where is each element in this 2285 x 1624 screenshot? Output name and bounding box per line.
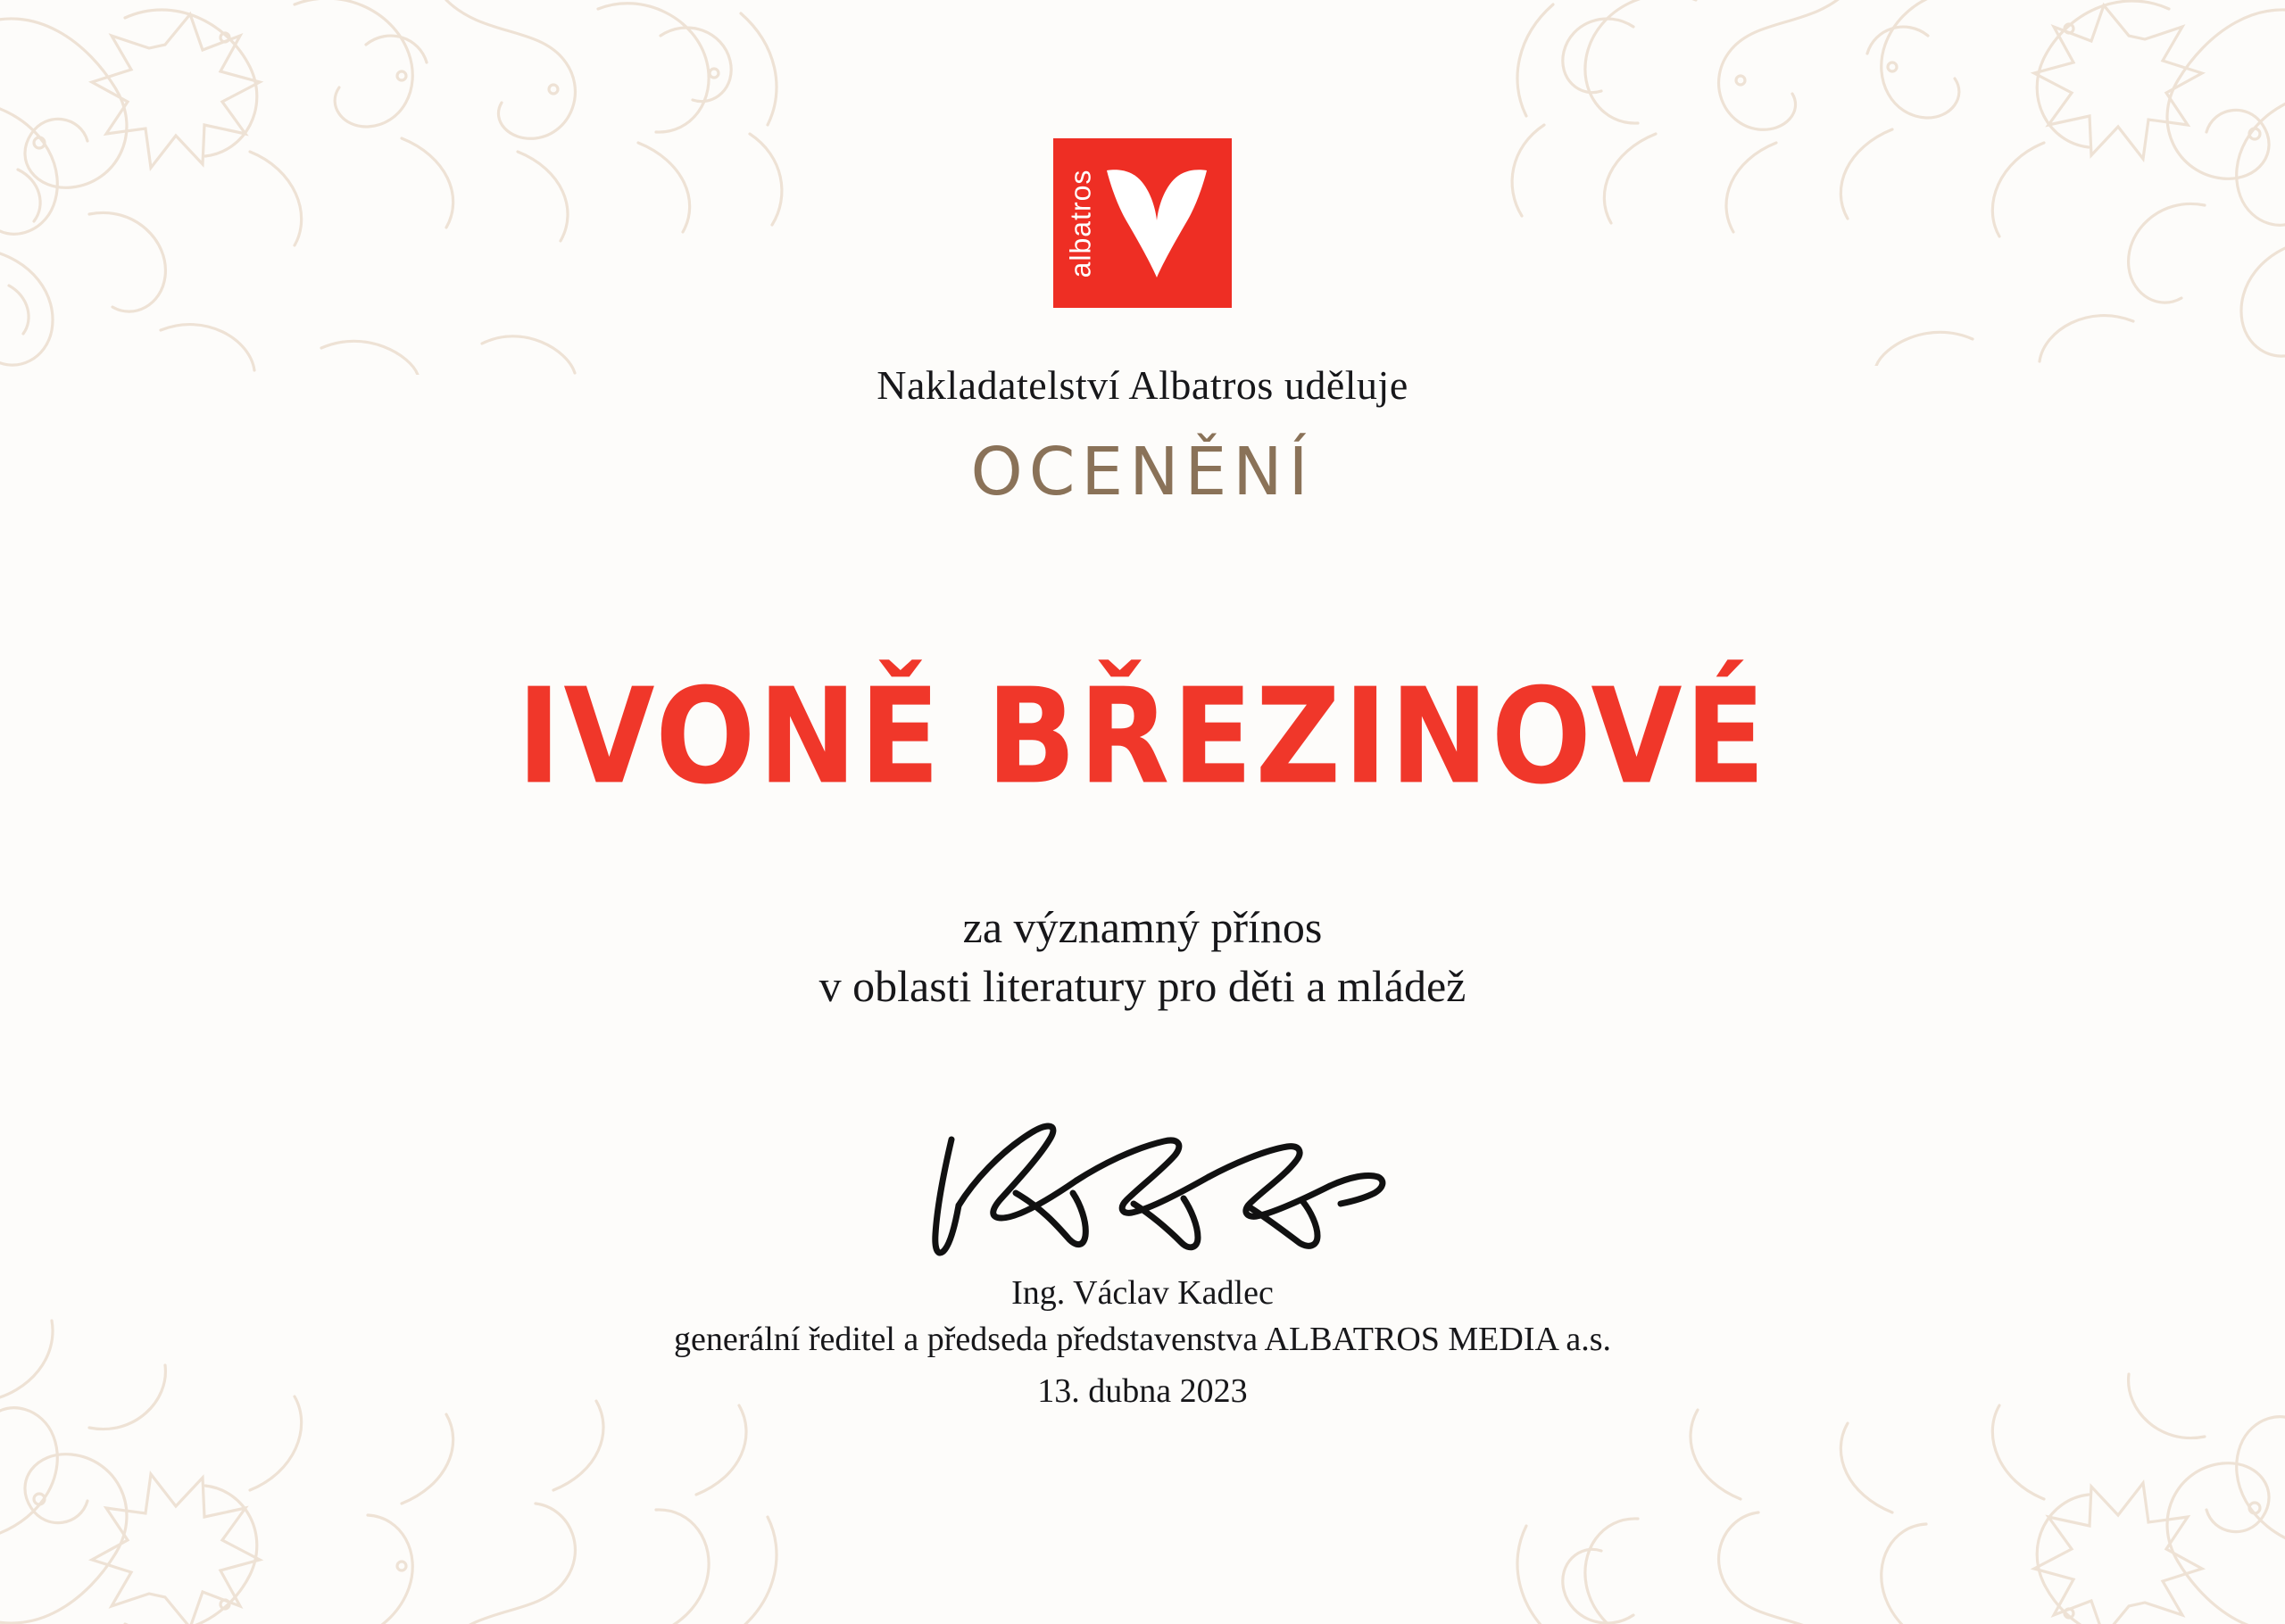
award-reason-line-1: za významný přínos <box>962 901 1323 952</box>
albatros-logo <box>1053 138 1232 308</box>
award-title: OCENĚNÍ <box>970 434 1315 510</box>
award-reason-line-2: v oblasti literatury pro děti a mládež <box>818 960 1467 1011</box>
recipient-name: IVONĚ BŘEZINOVÉ <box>517 659 1768 815</box>
signature-block <box>674 1100 1611 1411</box>
signatory-role: generální ředitel a předseda představenstva ALBATROS MEDIA a.s. <box>673 1320 1611 1358</box>
award-reason <box>819 898 1467 1015</box>
logo-brand-text: albatros <box>1064 169 1097 278</box>
signature-date: 13. dubna 2023 <box>1037 1371 1248 1410</box>
signatory-name: Ing. Václav Kadlec <box>1011 1273 1274 1312</box>
logo-brand-name <box>1066 138 1096 308</box>
handwritten-signature <box>866 1100 1419 1279</box>
awarder-line: Nakladatelství Albatros uděluje <box>877 362 1408 408</box>
albatros-bird-icon <box>1100 165 1214 281</box>
